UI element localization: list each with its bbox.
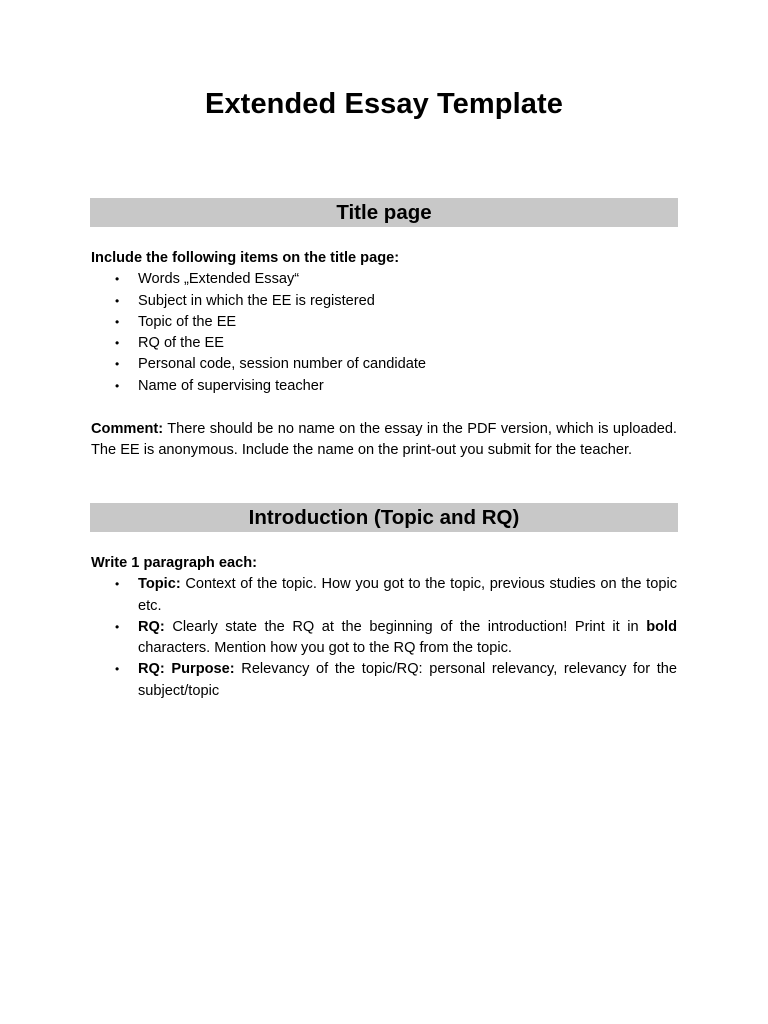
title-page-items-list — [91, 269, 677, 397]
list-item — [91, 312, 677, 333]
title-page-section — [91, 248, 677, 397]
list-item-text: RQ of the EE — [138, 335, 224, 352]
comment-body: There should be no name on the essay in the PDF version, which is uploaded. The EE is anonymous. Include the name on the print-out you submit for the teacher. — [91, 421, 677, 459]
list-item-label: RQ: — [138, 618, 165, 635]
list-item — [91, 376, 677, 397]
list-item-text: Relevancy of the topic/RQ: personal relevancy, relevancy for the subject/topic — [138, 661, 677, 699]
comment-paragraph — [91, 419, 677, 462]
comment-text — [91, 419, 677, 462]
title-page-lead: Include the following items on the title page: — [91, 250, 400, 266]
bullet-icon: • — [115, 357, 120, 372]
bullet-icon: • — [115, 293, 120, 308]
list-item — [91, 291, 677, 312]
bullet-icon: • — [115, 662, 120, 677]
list-item — [91, 574, 677, 617]
list-item — [91, 354, 677, 375]
list-item — [91, 269, 677, 290]
list-item-emphasis: bold — [646, 618, 677, 635]
document-title: Extended Essay Template — [205, 88, 563, 120]
list-item-text: Personal code, session number of candidate — [138, 356, 426, 373]
bullet-icon: • — [115, 619, 120, 634]
introduction-lead: Write 1 paragraph each: — [91, 555, 257, 571]
bullet-icon: • — [115, 336, 120, 351]
list-item-text: Name of supervising teacher — [138, 377, 324, 394]
comment-label: Comment: — [91, 421, 164, 437]
list-item-label: Topic: — [138, 576, 181, 593]
list-item-text: Topic of the EE — [138, 313, 237, 330]
section-heading-title-page: Title page — [90, 198, 678, 227]
section-heading-introduction: Introduction (Topic and RQ) — [90, 503, 678, 532]
list-item — [91, 617, 677, 660]
bullet-icon: • — [115, 577, 120, 592]
list-item-text: Subject in which the EE is registered — [138, 292, 375, 309]
list-item-text: Context of the topic. How you got to the topic, previous studies on the topic etc. — [138, 576, 677, 614]
list-item-text: Clearly state the RQ at the beginning of the introduction! Print it in — [164, 618, 647, 635]
list-item-text: Words „Extended Essay“ — [138, 271, 300, 288]
bullet-icon: • — [115, 314, 120, 329]
list-item-label: RQ: Purpose: — [138, 661, 235, 678]
list-item-text-continued: characters. Mention how you got to the RQ from the topic. — [138, 640, 512, 657]
list-item — [91, 659, 677, 702]
introduction-section — [91, 553, 677, 702]
bullet-icon: • — [115, 272, 120, 287]
introduction-items-list — [91, 574, 677, 702]
bullet-icon: • — [115, 378, 120, 393]
list-item — [91, 333, 677, 354]
